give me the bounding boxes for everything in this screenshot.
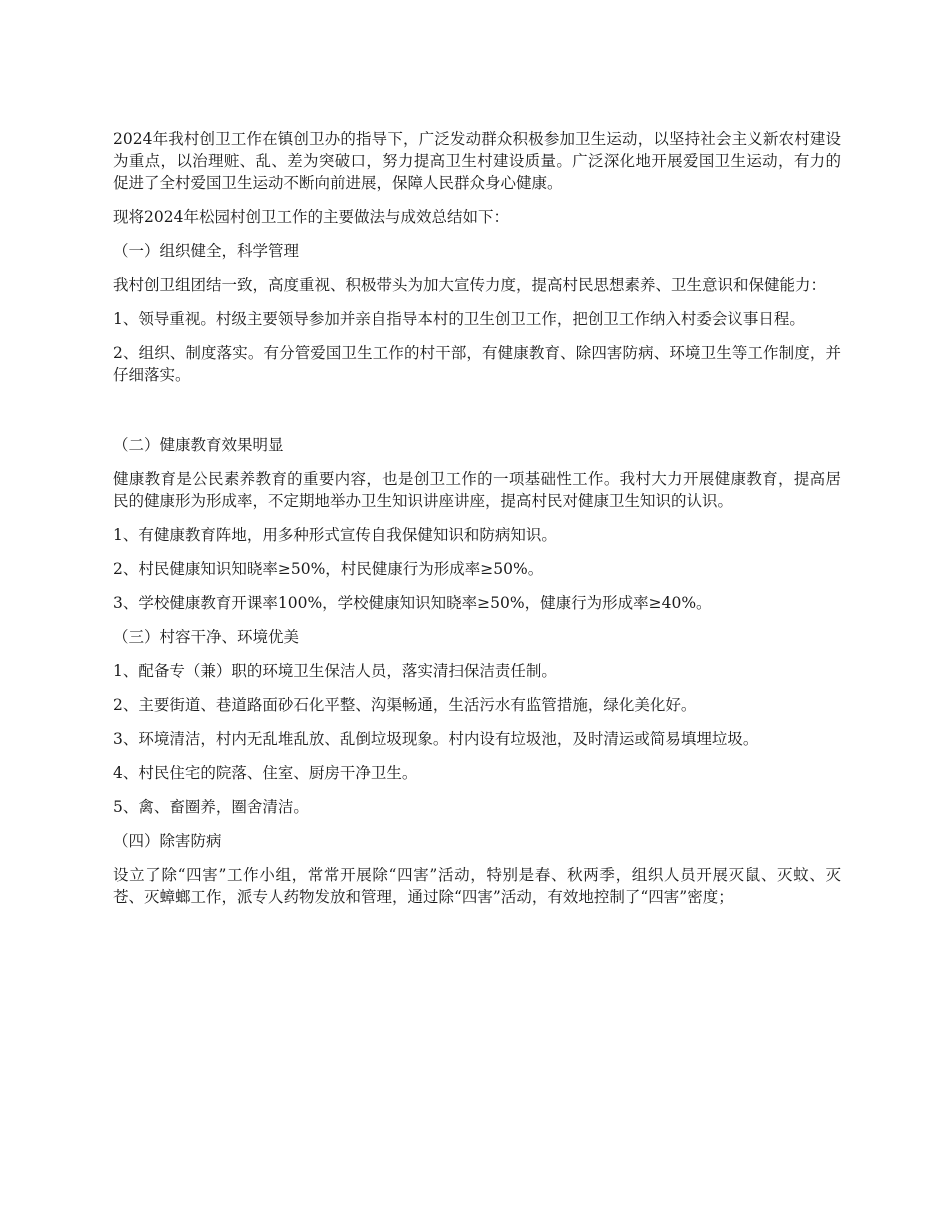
document-body <box>113 128 841 920</box>
section-2-item-3: 3、学校健康教育开课率100%，学校健康知识知晓率≥50%，健康行为形成率≥40%。 <box>113 594 712 612</box>
section-3-item-1: 1、配备专（兼）职的环境卫生保洁人员，落实清扫保洁责任制。 <box>113 662 557 680</box>
intro-paragraph: 2024年我村创卫工作在镇创卫办的指导下，广泛发动群众积极参加卫生运动，以坚持社会主义新农村建设为重点，以治理赃、乱、差为突破口，努力提高卫生村建设质量。广泛深化地开展爱国卫生运动，有力的促进了全村爱国卫生运动不断向前进展，保障人民群众身心健康。 <box>113 130 841 192</box>
section-3-item-2: 2、主要街道、巷道路面砂石化平整、沟渠畅通，生活污水有监管措施，绿化美化好。 <box>113 696 697 714</box>
section-heading-3: （三）村容干净、环境优美 <box>113 628 300 646</box>
section-heading-4: （四）除害防病 <box>113 832 222 850</box>
section-2-item-2: 2、村民健康知识知晓率≥50%，村民健康行为形成率≥50%。 <box>113 560 544 578</box>
section-2-item-1: 1、有健康教育阵地，用多种形式宣传自我保健知识和防病知识。 <box>113 526 557 544</box>
section-2-paragraph: 健康教育是公民素养教育的重要内容，也是创卫工作的一项基础性工作。我村大力开展健康教育，提高居民的健康形为形成率，不定期地举办卫生知识讲座讲座，提高村民对健康卫生知识的认识。 <box>113 470 841 510</box>
section-3-item-5: 5、禽、畜圈养，圈舍清洁。 <box>113 798 309 816</box>
section-heading-2: （二）健康教育效果明显 <box>113 436 284 454</box>
section-1-item-1: 1、领导重视。村级主要领导参加并亲自指导本村的卫生创卫工作，把创卫工作纳入村委会议事日程。 <box>113 310 805 328</box>
section-1-paragraph: 我村创卫组团结一致，高度重视、积极带头为加大宣传力度，提高村民思想素养、卫生意识和保健能力： <box>113 276 827 294</box>
section-1-item-2: 2、组织、制度落实。有分管爱国卫生工作的村干部，有健康教育、除四害防病、环境卫生等工作制度，并仔细落实。 <box>113 344 841 384</box>
blank-line <box>113 398 841 434</box>
section-heading-1: （一）组织健全，科学管理 <box>113 242 300 260</box>
section-3-item-4: 4、村民住宅的院落、住室、厨房干净卫生。 <box>113 764 418 782</box>
section-4-paragraph: 设立了除“四害”工作小组，常常开展除“四害”活动，特别是春、秋两季，组织人员开展灭鼠、灭蚊、灭苍、灭蟑螂工作，派专人药物发放和管理，通过除“四害”活动，有效地控制了“四害”密度； <box>113 866 841 906</box>
section-3-item-3: 3、环境清洁，村内无乱堆乱放、乱倒垃圾现象。村内设有垃圾池，及时清运或简易填埋垃圾。 <box>113 730 759 748</box>
summary-lead: 现将2024年松园村创卫工作的主要做法与成效总结如下： <box>113 208 509 226</box>
